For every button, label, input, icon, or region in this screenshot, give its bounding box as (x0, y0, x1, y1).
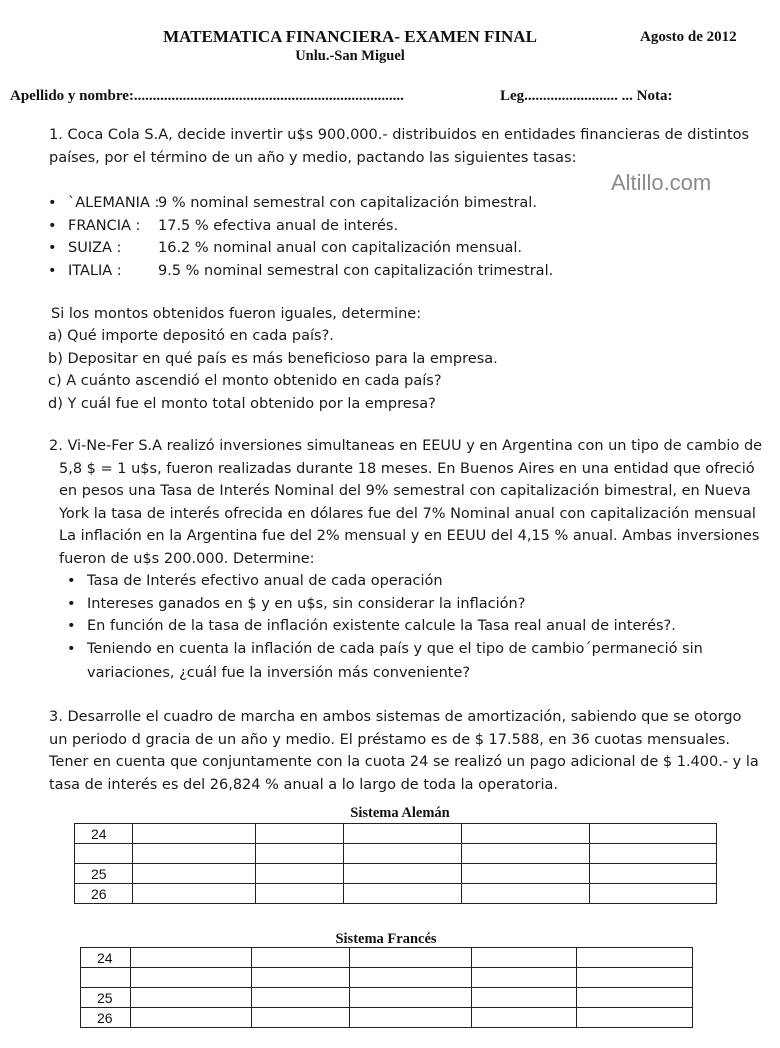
table-caption-french: Sistema Francés (335, 931, 437, 947)
table-row (81, 948, 693, 968)
table-row (81, 968, 693, 988)
file-grade-field: Leg......................... ... Nota: (500, 88, 673, 104)
table-cell[interactable] (133, 824, 256, 844)
country-label: FRANCIA : (68, 217, 141, 234)
question-1-rates (68, 192, 553, 282)
exam-date: Agosto de 2012 (640, 29, 737, 45)
rate-item (68, 260, 553, 283)
installment-number: 24 (75, 824, 133, 844)
table-cell[interactable] (344, 884, 462, 904)
installment-number (75, 844, 133, 864)
question-2-line: fueron de u$s 200.000. Determine: (59, 550, 315, 567)
rate-item (68, 192, 553, 215)
table-cell[interactable] (590, 864, 717, 884)
table-cell[interactable] (472, 1008, 577, 1028)
table-row (75, 884, 717, 904)
table-cell[interactable] (577, 968, 693, 988)
subquestion: c) A cuánto ascendió el monto obtenido en cada país? (48, 373, 442, 389)
table-row (75, 824, 717, 844)
installment-number: 26 (75, 884, 133, 904)
rate-text: 9.5 % nominal semestral con capitalización trimestral. (158, 262, 554, 279)
question-2-bullet-continuation: variaciones, ¿cuál fue la inversión más conveniente? (87, 665, 471, 681)
table-row (81, 1008, 693, 1028)
table-cell[interactable] (252, 1008, 350, 1028)
table-cell[interactable] (131, 988, 252, 1008)
table-cell[interactable] (472, 988, 577, 1008)
table-cell[interactable] (590, 824, 717, 844)
table-cell[interactable] (252, 988, 350, 1008)
question-3-line: tasa de interés es del 26,824 % anual a lo largo de toda la operatoria. (49, 776, 558, 793)
table-cell[interactable] (472, 948, 577, 968)
institution-subtitle: Unlu.-San Miguel (295, 48, 405, 64)
question-1-line: 1. Coca Cola S.A, decide invertir u$s 900.000.- distribuidos en entidades financieras de distintos (49, 127, 750, 143)
rate-text: 16.2 % nominal anual con capitalización mensual. (158, 240, 523, 256)
question-2-bullet: • En función de la tasa de inflación existente calcule la Tasa real anual de interés?. (87, 615, 703, 638)
table-cell[interactable] (472, 968, 577, 988)
table-cell[interactable] (462, 824, 590, 844)
table-cell[interactable] (350, 948, 472, 968)
question-1-subquestions (48, 325, 498, 415)
question-2-text (49, 435, 763, 570)
installment-number: 25 (75, 864, 133, 884)
question-3-text (49, 706, 759, 796)
table-cell[interactable] (256, 824, 344, 844)
table-cell[interactable] (133, 884, 256, 904)
table-cell[interactable] (131, 1008, 252, 1028)
table-cell[interactable] (131, 968, 252, 988)
amortization-table-german (74, 823, 717, 904)
table-cell[interactable] (252, 948, 350, 968)
table-cell[interactable] (462, 884, 590, 904)
table-cell[interactable] (256, 884, 344, 904)
table-cell[interactable] (350, 968, 472, 988)
amortization-table-french (80, 947, 693, 1028)
table-cell[interactable] (133, 844, 256, 864)
table-cell[interactable] (577, 988, 693, 1008)
installment-number: 24 (81, 948, 131, 968)
table-cell[interactable] (590, 884, 717, 904)
table-cell[interactable] (577, 948, 693, 968)
question-2-bullets (87, 570, 703, 660)
question-1-condition: Si los montos obtenidos fueron iguales, determine: (51, 306, 422, 322)
watermark: Altillo.com (611, 170, 712, 195)
installment-number: 25 (81, 988, 131, 1008)
question-2-line: 5,8 $ = 1 u$s, fueron realizadas durante 18 meses. En Buenos Aires en una entidad que ofreció (59, 460, 755, 477)
table-cell[interactable] (462, 864, 590, 884)
table-cell[interactable] (462, 844, 590, 864)
table-cell[interactable] (577, 1008, 693, 1028)
table-cell[interactable] (590, 844, 717, 864)
question-2-line: La inflación en la Argentina fue del 2% mensual y en EEUU del 4,15 % anual. Ambas inversiones (59, 528, 760, 544)
table-cell[interactable] (344, 844, 462, 864)
table-row (75, 844, 717, 864)
rate-text: 17.5 % efectiva anual de interés. (158, 217, 399, 234)
country-label: `ALEMANIA : (68, 195, 160, 211)
rate-item (68, 237, 553, 260)
question-2-bullet: • Intereses ganados en $ y en u$s, sin considerar la inflación? (87, 593, 703, 616)
table-cell[interactable] (133, 864, 256, 884)
table-cell[interactable] (256, 864, 344, 884)
rate-text: 9 % nominal semestral con capitalización bimestral. (158, 195, 537, 211)
table-caption-german: Sistema Alemán (350, 805, 450, 821)
table-cell[interactable] (350, 1008, 472, 1028)
table-cell[interactable] (131, 948, 252, 968)
rate-item (68, 215, 553, 238)
table-cell[interactable] (256, 844, 344, 864)
question-2-line: York la tasa de interés ofrecida en dólares fue del 7% Nominal anual con capitalización mensual (59, 505, 756, 522)
question-2-line: 2. Vi-Ne-Fer S.A realizó inversiones simultaneas en EEUU y en Argentina con un tipo de cambio de (49, 438, 763, 454)
student-name-field: Apellido y nombre:........................................................................ (10, 88, 404, 104)
installment-number (81, 968, 131, 988)
table-cell[interactable] (252, 968, 350, 988)
question-3-line: Tener en cuenta que conjuntamente con la cuota 24 se realizó un pago adicional de $ 1.400.- y la (49, 754, 759, 770)
table-row (81, 988, 693, 1008)
question-3-line: un periodo d gracia de un año y medio. El préstamo es de $ 17.588, en 36 cuotas mensuales. (49, 731, 731, 748)
subquestion: b) Depositar en qué país es más beneficioso para la empresa. (48, 350, 498, 367)
country-label: ITALIA : (68, 262, 122, 279)
exam-title: MATEMATICA FINANCIERA- EXAMEN FINAL (163, 27, 537, 46)
subquestion: d) Y cuál fue el monto total obtenido por la empresa? (48, 395, 436, 412)
question-2-bullet: • Teniendo en cuenta la inflación de cada país y que el tipo de cambio´permaneció sin (87, 638, 703, 661)
question-2-bullet: • Tasa de Interés efectivo anual de cada operación (87, 570, 703, 593)
subquestion: a) Qué importe depositó en cada país?. (48, 328, 334, 344)
country-label: SUIZA : (68, 240, 122, 256)
table-cell[interactable] (344, 864, 462, 884)
installment-number: 26 (81, 1008, 131, 1028)
table-cell[interactable] (350, 988, 472, 1008)
question-2-line: en pesos una Tasa de Interés Nominal del 9% semestral con capitalización bimestral, en Nueva (59, 483, 751, 499)
table-row (75, 864, 717, 884)
question-3-line: 3. Desarrolle el cuadro de marcha en ambos sistemas de amortización, sabiendo que se otorgo (49, 709, 742, 725)
question-1-intro (49, 124, 749, 169)
table-cell[interactable] (344, 824, 462, 844)
question-1-line: países, por el término de un año y medio, pactando las siguientes tasas: (49, 149, 577, 166)
